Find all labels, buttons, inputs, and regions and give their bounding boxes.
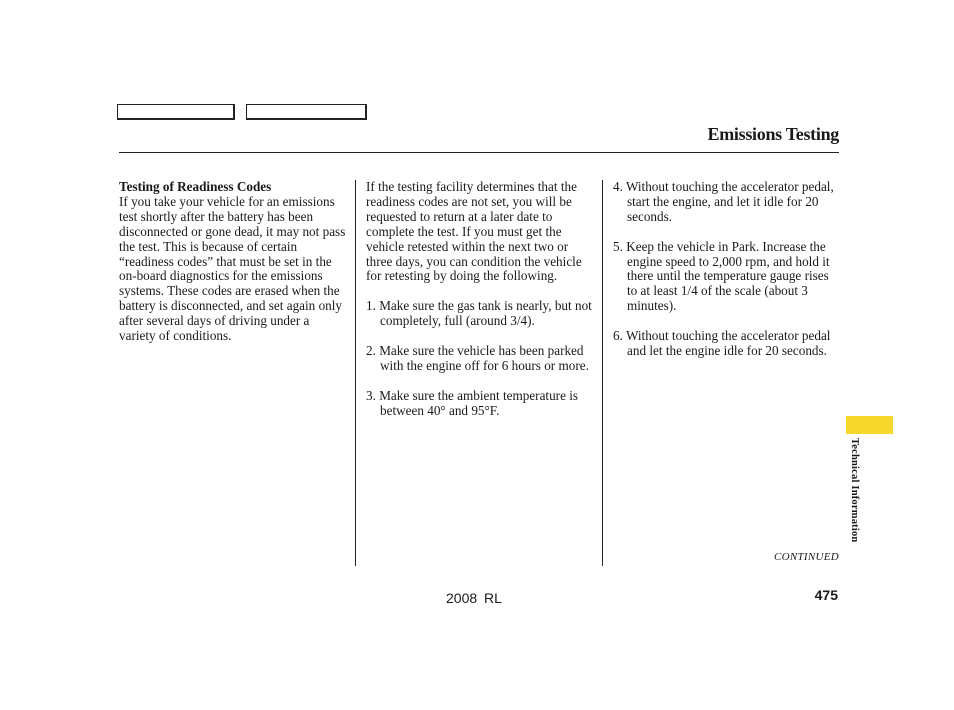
continued-label: CONTINUED <box>773 551 839 563</box>
model-label: 2008 RL <box>446 590 502 606</box>
column-divider-2 <box>602 180 603 566</box>
section-tab-marker <box>846 416 893 434</box>
step-3: 3. Make sure the ambient temperature is between 40° and 95°F. <box>366 387 579 418</box>
page-number: 475 <box>814 587 838 603</box>
column-2 <box>366 180 596 418</box>
column-1-body: If you take your vehicle for an emissions test shortly after the battery has been disconnected or gone dead, it may not pass the test. This is because of certain “readiness codes” that must be set in the on-board diagnostics for the emissions systems. These codes are erased when the battery is disconnected, and set again only after several days of driving under a variety of conditions. <box>119 193 346 344</box>
step-1: 1. Make sure the gas tank is nearly, but not completely, full (around 3/4). <box>366 298 592 329</box>
column-divider-1 <box>355 180 356 566</box>
section-heading: Testing of Readiness Codes <box>119 179 272 194</box>
step-2: 2. Make sure the vehicle has been parked with the engine off for 6 hours or more. <box>366 342 589 373</box>
column-2-intro: If the testing facility determines that the readiness codes are not set, you will be requested to return at a later date to complete the test. If you must get the vehicle retested within the next two or three days, you can condition the vehicle for retesting by doing the following. <box>366 179 582 284</box>
column-3 <box>613 180 841 359</box>
nav-box-previous[interactable] <box>117 104 235 120</box>
step-5: 5. Keep the vehicle in Park. Increase the engine speed to 2,000 rpm, and hold it there until the temperature gauge rises to at least 1/4 of the scale (about 3 minutes). <box>613 238 830 314</box>
column-1 <box>119 180 347 344</box>
nav-box-next[interactable] <box>246 104 367 120</box>
page-title: Emissions Testing <box>707 124 839 144</box>
title-rule <box>119 152 839 153</box>
step-4: 4. Without touching the accelerator pedal, start the engine, and let it idle for 20 seconds. <box>613 179 834 224</box>
section-side-label: Technical Information <box>849 438 860 543</box>
step-6: 6. Without touching the accelerator pedal and let the engine idle for 20 seconds. <box>613 328 831 358</box>
